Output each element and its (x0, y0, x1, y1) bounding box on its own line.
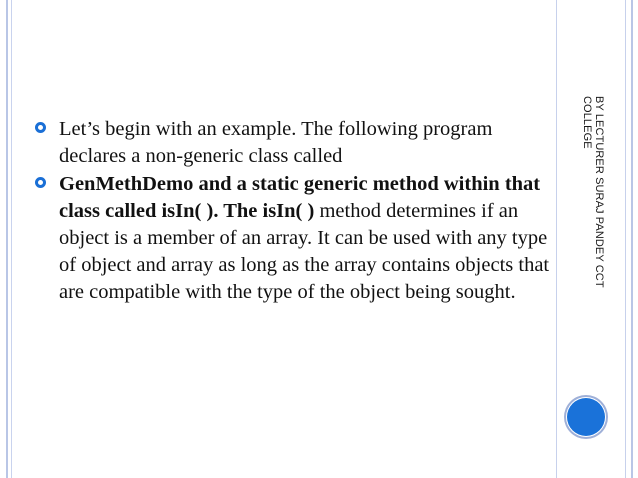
bullet-text: Let’s begin with an example. The following program declares a non-generic class called (59, 118, 493, 167)
bullet-bold-text: GenMethDemo and a static generic method within that class called isIn( ). The isIn( ) (59, 173, 541, 222)
bullet-item-1 (35, 116, 550, 170)
left-border-rule-inner (11, 0, 12, 478)
bullet-text: method determines if an object is a member of an array. It can be used with any type of object and array as long as the array contains objects that are compatible with the type of the object being sought. (59, 200, 550, 303)
hollow-circle-bullet-icon (35, 122, 46, 133)
hollow-circle-bullet-icon (35, 177, 46, 188)
side-caption-line-1: BY LECTURER SURAJ PANDEY CCT (593, 96, 605, 288)
side-caption-line-2: COLLEGE (581, 96, 593, 149)
bullet-item-2 (35, 171, 550, 306)
right-border-rule (631, 0, 633, 478)
decorative-circle-icon (567, 398, 605, 436)
left-border-rule (6, 0, 8, 478)
slide-body (35, 116, 550, 307)
